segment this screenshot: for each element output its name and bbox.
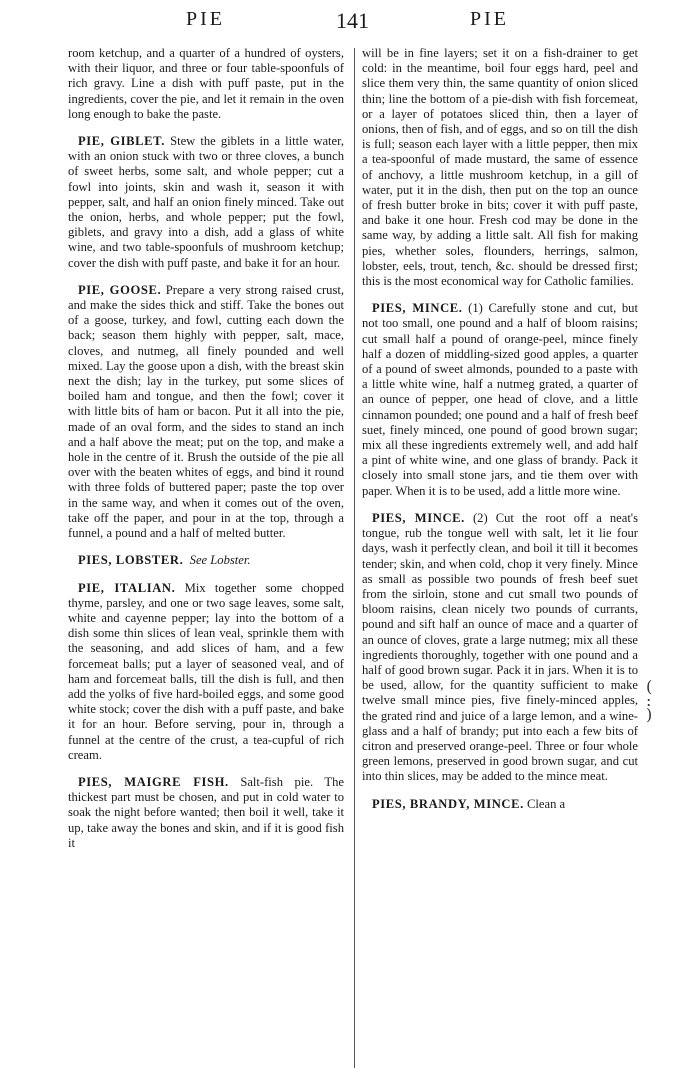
entry-text: Mix together some chopped thyme, parsley, and one or two sage leaves, some salt, white and cayenne pepper; lay into the bottom of a dish some thin slices of lean veal, sprinkle them with the seasoning, and add slices of ham, and a few forcemeat balls; put a layer of seasoned veal, and of ham and forcemeat balls, till the dish is full, and then add the yolks of five hard-boiled eggs, and some good white stock; cover the dish with a puff paste, and bake it for an hour. Before serving, pour in, through a funnel at the centre of the crust, a tea-cupful of rich cream. — [68, 580, 344, 762]
entry-text: Prepare a very strong raised crust, and make the sides thick and stiff. Take the bones out of a goose, turkey, and fowl, cutting each down the back; season them highly with pepper, salt, mace, cloves, and nutmeg, all finely pounded and well mixed. Lay the goose upon a dish, with the breast skin next the dish; lay in the turkey, put some slices of boiled ham and tongue, and then the fowl; cover it with little bits of ham or bacon. Put it all into the pie, made of an oval form, and the sides to stand an inch and a half above the meat; put on the top, and make a hole in the centre of it. Brush the outside of the pie all over with the beaten whites of eggs, and bind it round with three folds of buttered paper; paste the top over in the same way, and when it comes out of the oven, take off the paper, and pour in at the top, through a funnel, a pound and a half of melted butter. — [68, 282, 344, 541]
entry-text: (1) Carefully stone and cut, but not too small, one pound and a half of bloom raisins; cut small half a pound of orange-peel, mince finely half a dozen of middling-sized good apples, a quarter of a pound of sweet almonds, pounded to a paste with a little white wine, half a nutmeg grated, a quarter of an ounce of pepper, one head of clove, and a little cinnamon pounded; one pound and a half of fresh beef suet, finely minced, one pound of good brown sugar; mix all these ingredients extremely well, and add half a pint of white wine, and one glass of brandy. Pack it closely into small stone jars, and tie them over with paper. When it is to be used, add a little more wine. — [362, 301, 638, 498]
entry-heading: PIES, MINCE. — [372, 301, 463, 316]
entry-heading: PIE, ITALIAN. — [78, 580, 176, 595]
entry-heading: PIES, LOBSTER. — [78, 553, 184, 568]
header-right: PIE — [470, 8, 509, 30]
header-left: PIE — [186, 8, 225, 30]
entry-heading: PIE, GIBLET. — [78, 134, 165, 149]
entry-heading: PIES, BRANDY, MINCE. — [372, 796, 524, 811]
cross-reference: See Lobster. — [189, 553, 251, 568]
entry-pie-goose — [68, 283, 344, 541]
entry-text: Clean a — [527, 796, 566, 811]
running-header — [0, 8, 700, 38]
entry-pies-brandy-mince — [362, 797, 638, 812]
entry-continuation: room ketchup, and a quarter of a hundred of oysters, with their liquor, and three or four table-spoonfuls of rich gravy. Line a dish with puff paste, put in the ingredients, cover the pie, and let it remain in the oven long enough to bake the paste. — [68, 46, 344, 121]
entry-heading: PIES, MINCE. — [372, 510, 465, 525]
entry-pies-maigre-fish — [68, 775, 344, 851]
entry-pies-mince-1 — [362, 301, 638, 499]
right-column — [362, 46, 638, 812]
entry-continuation: will be in fine layers; set it on a fish-drainer to get cold: in the meantime, boil four eggs hard, peel and slice them very thin, the same quantity of onion sliced thin; line the bottom of a pie-dish with fish forcemeat, or a layer of potatoes sliced thin, then a layer of onions, then of fish, and of eggs, and so on till the dish is full; season each layer with a little pepper, then mix a tea-spoonful of made mustard, the same of essence of anchovy, a little mushroom ketchup, in a gill of water, put it in the dish, then put on the top an ounce of fresh butter broke in bits; cover it with puff paste, and bake it one hour. Fresh cod may be done in the same way, by adding a little salt. All fish for making pies, whether soles, flounders, herrings, salmon, lobster, eels, trout, tench, &c. should be dressed first; this is the most economical way for Catholic families. — [362, 46, 638, 289]
left-column — [68, 46, 344, 851]
entry-text: (2) Cut the root off a neat's tongue, rub the tongue well with salt, let it lie four days, wash it perfectly clean, and boil it till it becomes tender; skin, and when cold, chop it very finely. Mince as small as possible two pounds of fresh beef suet from the sirloin, stone and cut small two pounds of bloom raisins, clean nicely two pounds of currants, pound and sift half an ounce of mace and a quarter of an ounce of cloves, grate a large nutmeg; mix all these ingredients thoroughly, together with one pound and a half of good brown sugar. Pack it in jars. When it is to be used, allow, for the quantity sufficient to make twelve small mince pies, five finely-minced apples, the grated rind and juice of a large lemon, and a wine-glass and a half of brandy; put into each a few bits of citron and preserved orange-peel. Three or four whole green lemons, preserved in good brown sugar, and cut into thin slices, may be added to the mince meat. — [362, 510, 638, 784]
column-divider — [354, 48, 355, 1068]
entry-text: Stew the giblets in a little water, with an onion stuck with two or three cloves, a bunch of sweet herbs, some salt, and whole pepper; cut a fowl into joints, skin and wash it, season it with pepper, salt, and half an onion finely minced. Take out the onion, herbs, and whole pepper; put the fowl, giblets, and gravy into a dish, add a glass of white wine, and two table-spoonfuls of mushroom ketchup; cover the dish with puff paste, and bake it for an hour. — [68, 134, 344, 270]
entry-pie-italian — [68, 581, 344, 763]
entry-pies-mince-2 — [362, 511, 638, 785]
entry-text: Salt-fish pie. The thickest part must be chosen, and put in cold water to soak the night before wanted; then boil it well, take it up, take away the bones and skin, and if it is good fish it — [68, 774, 344, 850]
entry-pie-giblet — [68, 134, 344, 271]
entry-heading: PIES, MAIGRE FISH. — [78, 774, 229, 789]
entry-pies-lobster — [68, 553, 344, 568]
entry-heading: PIE, GOOSE. — [78, 282, 162, 297]
page-number: 141 — [336, 8, 369, 33]
margin-bracket-icon: ( : ) — [646, 677, 653, 724]
